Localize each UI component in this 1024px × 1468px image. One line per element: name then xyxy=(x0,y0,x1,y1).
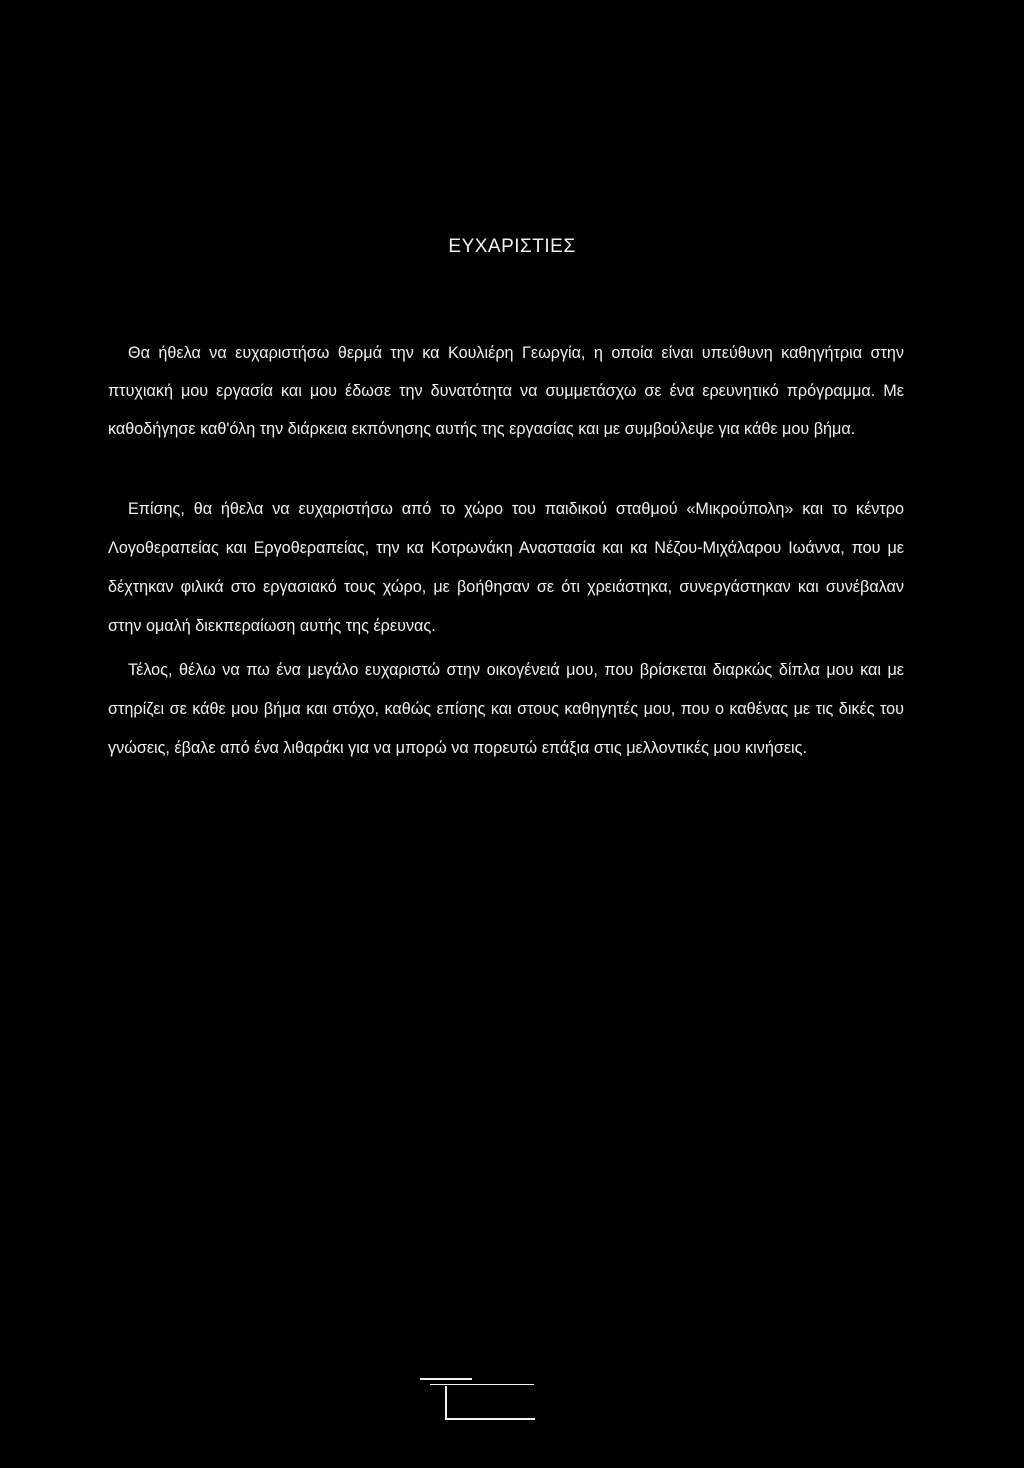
scan-mark-line-vertical xyxy=(445,1386,447,1420)
paragraph-center-thanks: Επίσης, θα ήθελα να ευχαριστήσω από το χώρο του παιδικού σταθμού «Μικρούπολη» και το κέντρο Λογοθεραπείας και Εργοθεραπείας, την κα Κοτρωνάκη Αναστασία και κα Νέζου-Μιχάλαρου Ιωάννα, που με δέχτηκαν φιλικά στο εργασιακό τους χώρο, με βοήθησαν σε ότι χρειάστηκα, συνεργάστηκαν και συνέβαλαν στην ομαλή διεκπεραίωση αυτής της έρευνας. xyxy=(108,500,904,635)
page-title: ΕΥΧΑΡΙΣΤΙΕΣ xyxy=(448,236,576,257)
scan-mark-line-top xyxy=(420,1378,472,1380)
paragraph-advisor-thanks: Θα ήθελα να ευχαριστήσω θερμά την κα Κουλιέρη Γεωργία, η οποία είναι υπεύθυνη καθηγήτρια στην πτυχιακή μου εργασία και μου έδωσε την δυνατότητα να συμμετάσχω σε ένα ερευνητικό πρόγραμμα. Με καθοδήγησε καθ'όλη την διάρκεια εκπόνησης αυτής της εργασίας και με συμβούλεψε για κάθε μου βήμα. xyxy=(108,344,904,438)
paragraph-family-thanks: Τέλος, θέλω να πω ένα μεγάλο ευχαριστώ στην οικογένειά μου, που βρίσκεται διαρκώς δίπλα μου και με στηρίζει σε κάθε μου βήμα και στόχο, καθώς επίσης και στους καθηγητές μου, που ο καθένας με τις δικές του γνώσεις, έβαλε από ένα λιθαράκι για να μπορώ να πορευτώ επάξια στις μελλοντικές μου κινήσεις. xyxy=(108,661,904,757)
scan-mark-line-bottom xyxy=(445,1418,535,1420)
scan-mark-line-top-secondary xyxy=(430,1384,534,1385)
